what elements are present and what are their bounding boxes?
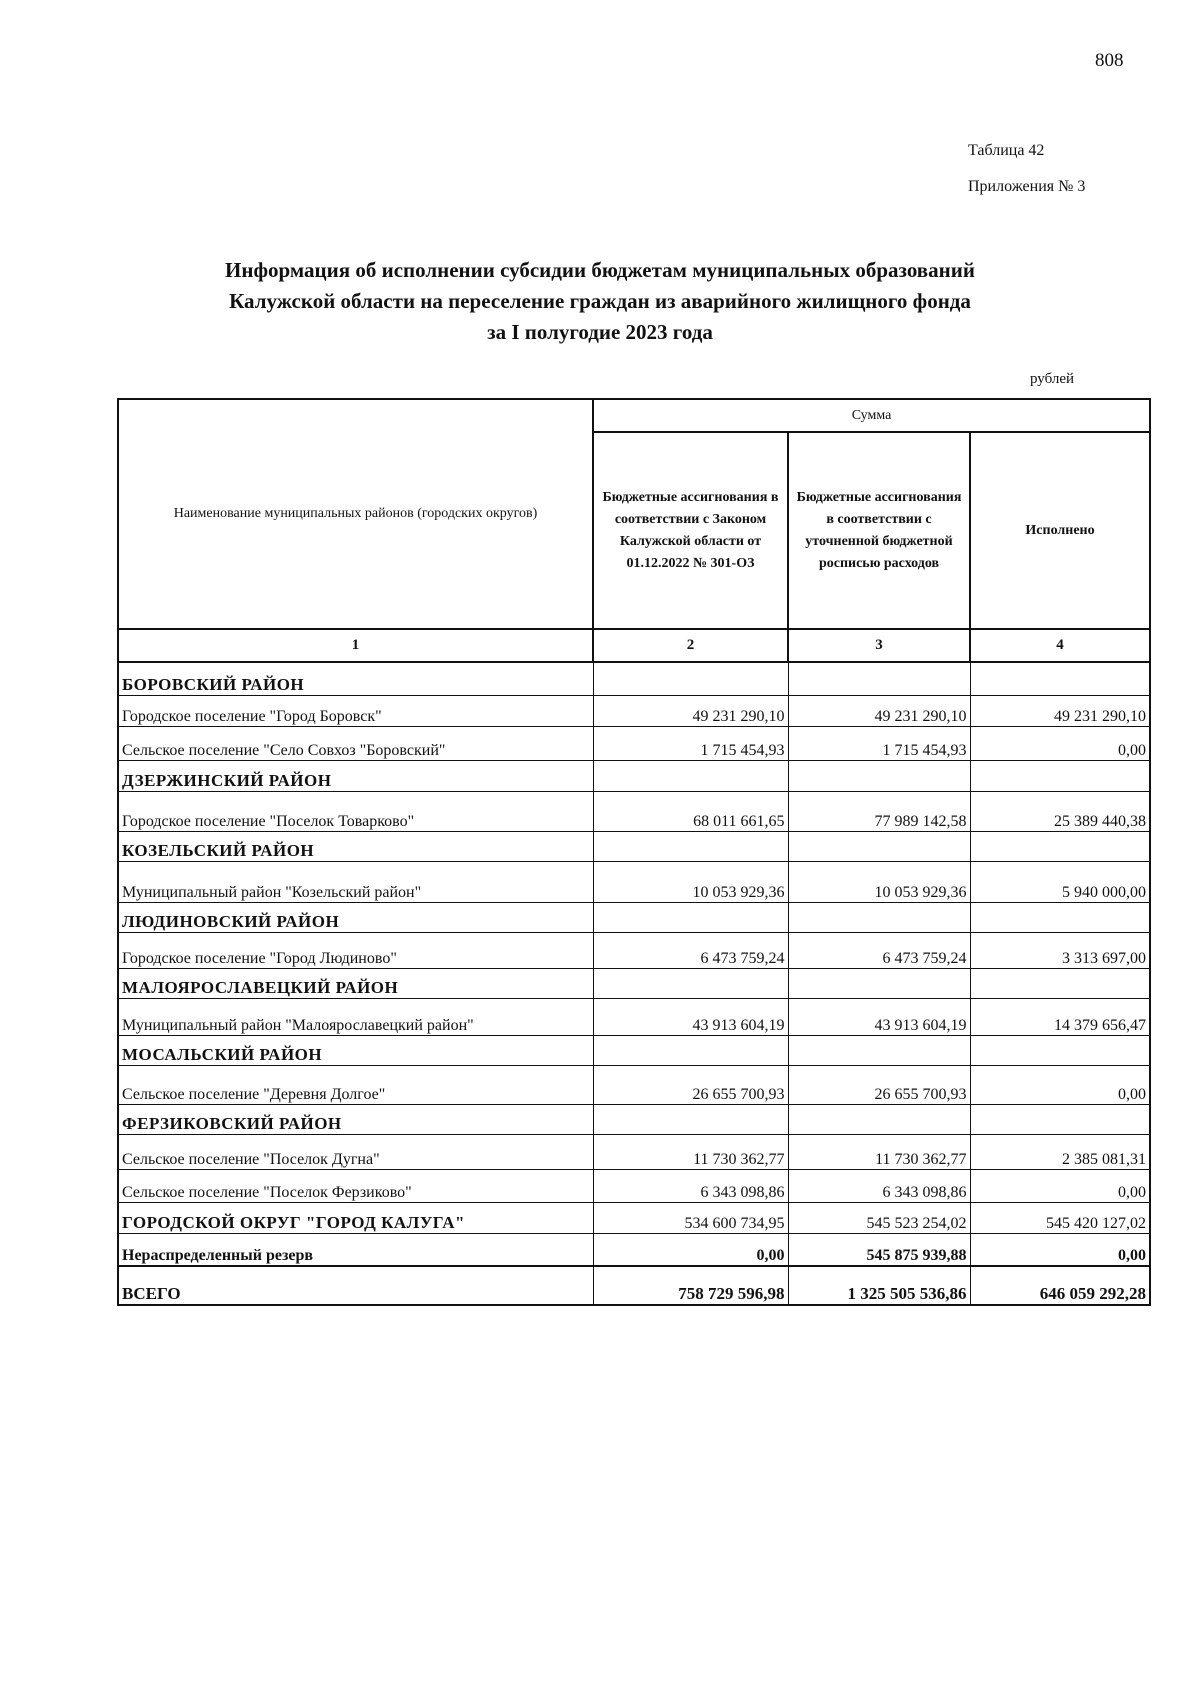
value-col4 (970, 1104, 1150, 1134)
value-col4 (970, 760, 1150, 791)
district-row (118, 760, 1150, 791)
value-col4 (970, 968, 1150, 998)
table-number: Таблица 42 (968, 142, 1045, 159)
value-col2: 0,00 (593, 1233, 788, 1266)
value-col3: 10 053 929,36 (788, 861, 970, 902)
district-row (118, 662, 1150, 695)
district-row (118, 831, 1150, 861)
value-col3: 545 875 939,88 (788, 1233, 970, 1266)
value-col2: 10 053 929,36 (593, 861, 788, 902)
row-name: ГОРОДСКОЙ ОКРУГ "ГОРОД КАЛУГА" (118, 1202, 593, 1233)
row-name: МАЛОЯРОСЛАВЕЦКИЙ РАЙОН (118, 968, 593, 998)
value-col2 (593, 902, 788, 932)
row-name: КОЗЕЛЬСКИЙ РАЙОН (118, 831, 593, 861)
table-row (118, 1169, 1150, 1202)
subsidy-table (117, 398, 1151, 1306)
appendix-reference: Приложения № 3 (968, 178, 1086, 195)
value-col2: 758 729 596,98 (593, 1266, 788, 1305)
value-col3: 545 523 254,02 (788, 1202, 970, 1233)
value-col2: 11 730 362,77 (593, 1134, 788, 1169)
value-col3: 6 343 098,86 (788, 1169, 970, 1202)
value-col2: 6 343 098,86 (593, 1169, 788, 1202)
header-col2: Бюджетные ассигнования в соответствии с Законом Калужской области от 01.12.2022 № 301-ОЗ (593, 432, 788, 629)
value-col3: 77 989 142,58 (788, 791, 970, 831)
value-col3: 43 913 604,19 (788, 998, 970, 1035)
value-col4 (970, 831, 1150, 861)
table-row (118, 1065, 1150, 1104)
district-row (118, 1202, 1150, 1233)
value-col3 (788, 1104, 970, 1134)
value-col4: 0,00 (970, 1065, 1150, 1104)
title-line: Информация об исполнении субсидии бюджетам муниципальных образований (225, 258, 975, 282)
value-col2 (593, 1104, 788, 1134)
value-col2 (593, 1035, 788, 1065)
title-line: за I полугодие 2023 года (487, 320, 713, 344)
value-col2 (593, 968, 788, 998)
value-col4: 0,00 (970, 1233, 1150, 1266)
value-col3: 1 715 454,93 (788, 726, 970, 760)
table-row (118, 791, 1150, 831)
value-col2: 534 600 734,95 (593, 1202, 788, 1233)
value-col3 (788, 831, 970, 861)
table-row (118, 726, 1150, 760)
row-name: ДЗЕРЖИНСКИЙ РАЙОН (118, 760, 593, 791)
row-name: Муниципальный район "Малоярославецкий район" (118, 998, 593, 1035)
header-name: Наименование муниципальных районов (городских округов) (118, 399, 593, 629)
row-name: Нераспределенный резерв (118, 1233, 593, 1266)
value-col2 (593, 662, 788, 695)
column-number: 1 (118, 629, 593, 662)
row-name: Городское поселение "Поселок Товарково" (118, 791, 593, 831)
value-col3: 11 730 362,77 (788, 1134, 970, 1169)
value-col2 (593, 760, 788, 791)
document-title (120, 255, 1080, 348)
value-col4: 3 313 697,00 (970, 932, 1150, 968)
row-name: МОСАЛЬСКИЙ РАЙОН (118, 1035, 593, 1065)
district-row (118, 902, 1150, 932)
value-col3: 6 473 759,24 (788, 932, 970, 968)
district-row (118, 1104, 1150, 1134)
column-number: 2 (593, 629, 788, 662)
row-name: ЛЮДИНОВСКИЙ РАЙОН (118, 902, 593, 932)
row-name: Городское поселение "Город Боровск" (118, 695, 593, 726)
header-sum: Сумма (593, 399, 1150, 432)
table-row (118, 695, 1150, 726)
value-col4: 14 379 656,47 (970, 998, 1150, 1035)
value-col4: 0,00 (970, 726, 1150, 760)
table-row (118, 932, 1150, 968)
value-col2: 26 655 700,93 (593, 1065, 788, 1104)
value-col4: 0,00 (970, 1169, 1150, 1202)
value-col4 (970, 1035, 1150, 1065)
value-col2: 43 913 604,19 (593, 998, 788, 1035)
value-col3 (788, 662, 970, 695)
column-number: 3 (788, 629, 970, 662)
value-col4 (970, 662, 1150, 695)
value-col3: 1 325 505 536,86 (788, 1266, 970, 1305)
value-col3 (788, 968, 970, 998)
value-col4: 646 059 292,28 (970, 1266, 1150, 1305)
value-col4: 545 420 127,02 (970, 1202, 1150, 1233)
row-name: ФЕРЗИКОВСКИЙ РАЙОН (118, 1104, 593, 1134)
column-number: 4 (970, 629, 1150, 662)
value-col4: 2 385 081,31 (970, 1134, 1150, 1169)
value-col2 (593, 831, 788, 861)
district-row (118, 968, 1150, 998)
row-name: Сельское поселение "Деревня Долгое" (118, 1065, 593, 1104)
page-number: 808 (1095, 50, 1124, 71)
value-col2: 1 715 454,93 (593, 726, 788, 760)
row-name: Сельское поселение "Поселок Дугна" (118, 1134, 593, 1169)
table-row (118, 1233, 1150, 1266)
row-name: БОРОВСКИЙ РАЙОН (118, 662, 593, 695)
title-line: Калужской области на переселение граждан из аварийного жилищного фонда (229, 289, 971, 313)
value-col2: 49 231 290,10 (593, 695, 788, 726)
value-col3 (788, 902, 970, 932)
header-col3: Бюджетные ассигнования в соответствии с уточненной бюджетной росписью расходов (788, 432, 970, 629)
value-col4: 25 389 440,38 (970, 791, 1150, 831)
value-col3 (788, 1035, 970, 1065)
table-row (118, 861, 1150, 902)
table-row (118, 1134, 1150, 1169)
value-col3 (788, 760, 970, 791)
value-col2: 6 473 759,24 (593, 932, 788, 968)
value-col4 (970, 902, 1150, 932)
value-col4: 49 231 290,10 (970, 695, 1150, 726)
units-label: рублей (1030, 371, 1075, 387)
row-name: Муниципальный район "Козельский район" (118, 861, 593, 902)
value-col3: 26 655 700,93 (788, 1065, 970, 1104)
value-col3: 49 231 290,10 (788, 695, 970, 726)
total-row (118, 1266, 1150, 1305)
value-col2: 68 011 661,65 (593, 791, 788, 831)
row-name: ВСЕГО (118, 1266, 593, 1305)
header-col4: Исполнено (970, 432, 1150, 629)
district-row (118, 1035, 1150, 1065)
row-name: Сельское поселение "Поселок Ферзиково" (118, 1169, 593, 1202)
row-name: Городское поселение "Город Людиново" (118, 932, 593, 968)
row-name: Сельское поселение "Село Совхоз "Боровский" (118, 726, 593, 760)
table-row (118, 998, 1150, 1035)
value-col4: 5 940 000,00 (970, 861, 1150, 902)
